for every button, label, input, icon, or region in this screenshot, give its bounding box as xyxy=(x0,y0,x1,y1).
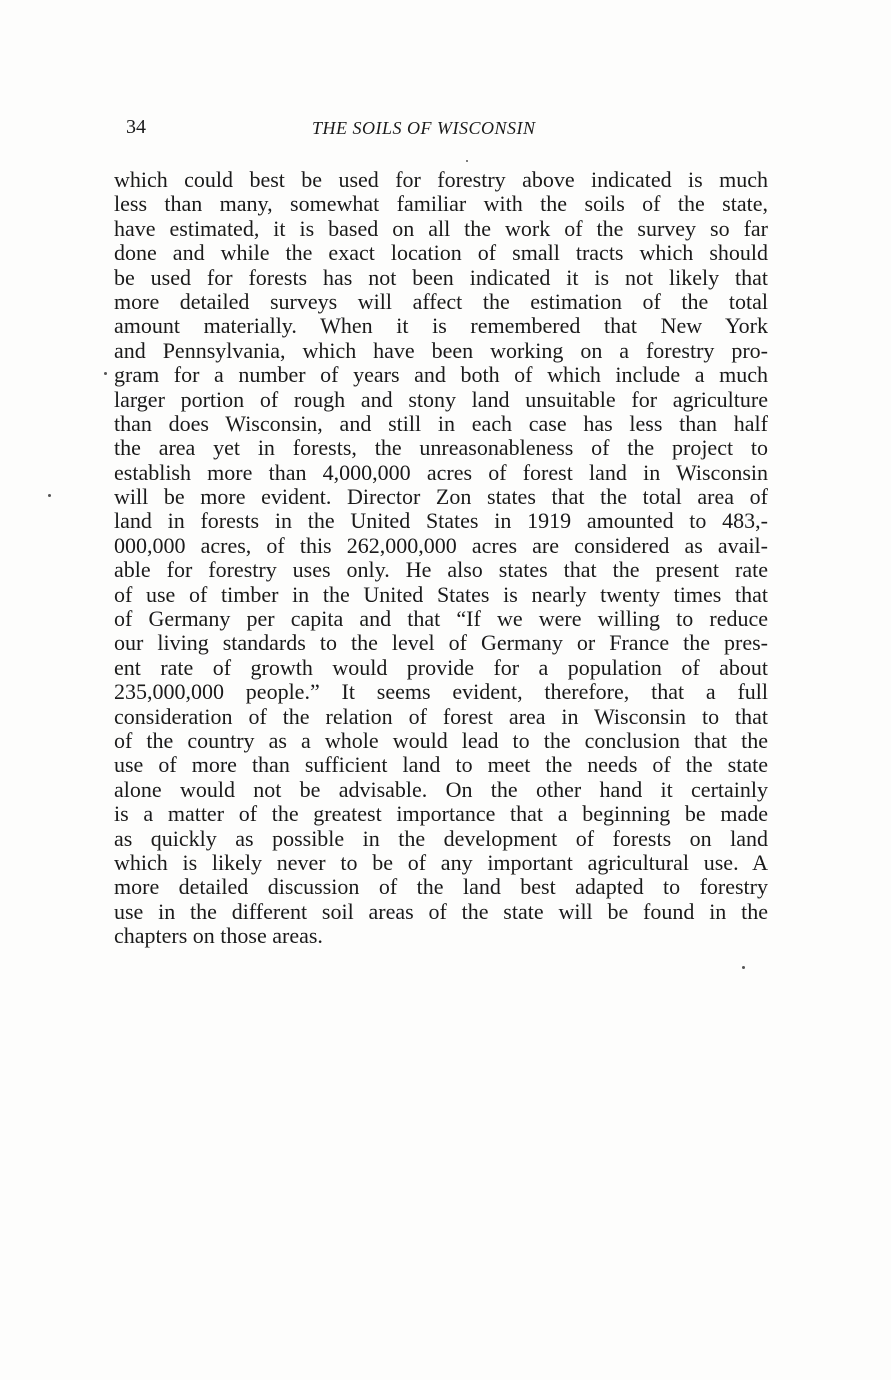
text-line: more detailed discussion of the land best adapted to forestry xyxy=(114,874,768,900)
text-line: gram for a number of years and both of which include a much xyxy=(114,362,768,388)
text-line: which could best be used for forestry above indicated is much xyxy=(114,167,768,192)
text-line: done and while the exact location of small tracts which should xyxy=(114,240,768,266)
text-line: 235,000,000 people.” It seems evident, therefore, that a full xyxy=(114,679,768,705)
text-line: less than many, somewhat familiar with the soils of the state, xyxy=(114,191,768,217)
text-line: larger portion of rough and stony land unsuitable for agriculture xyxy=(114,386,768,412)
text-line: have estimated, it is based on all the work of the survey so far xyxy=(114,215,768,241)
text-line: our living standards to the level of Germany or France the pres- xyxy=(114,630,768,656)
text-line: consideration of the relation of forest area in Wisconsin to that xyxy=(114,703,768,729)
text-line: chapters on those areas. xyxy=(114,923,323,949)
paper-speck xyxy=(742,966,745,969)
page-number: 34 xyxy=(126,116,146,138)
text-line: land in forests in the United States in 1919 amounted to 483,- xyxy=(114,508,768,534)
running-head xyxy=(126,116,766,146)
paper-speck xyxy=(466,160,468,162)
text-line: and Pennsylvania, which have been working on a forestry pro- xyxy=(114,337,768,363)
paper-speck xyxy=(104,372,107,375)
text-line: will be more evident. Director Zon states that the total area of xyxy=(114,484,768,510)
text-line: which is likely never to be of any important agricultural use. A xyxy=(114,849,768,875)
text-line: of the country as a whole would lead to the conclusion that the xyxy=(114,727,768,753)
text-line: be used for forests has not been indicated it is not likely that xyxy=(114,264,768,290)
text-line: able for forestry uses only. He also states that the present rate xyxy=(114,557,768,583)
text-line: as quickly as possible in the development of forests on land xyxy=(114,825,768,851)
running-title: THE SOILS OF WISCONSIN xyxy=(312,118,536,138)
text-line: establish more than 4,000,000 acres of forest land in Wisconsin xyxy=(114,459,768,485)
paper-speck xyxy=(48,494,51,497)
text-line: ent rate of growth would provide for a population of about xyxy=(114,654,768,680)
text-line: of Germany per capita and that “If we were willing to reduce xyxy=(114,606,768,632)
text-line: amount materially. When it is remembered that New York xyxy=(114,313,768,339)
text-line: the area yet in forests, the unreasonableness of the project to xyxy=(114,435,768,461)
text-line: is a matter of the greatest importance that a beginning be made xyxy=(114,801,768,827)
text-line: than does Wisconsin, and still in each case has less than half xyxy=(114,410,768,436)
body-paragraph xyxy=(114,168,768,949)
text-line: 000,000 acres, of this 262,000,000 acres are considered as avail- xyxy=(114,532,768,558)
text-line: more detailed surveys will affect the estimation of the total xyxy=(114,288,768,314)
text-line: of use of timber in the United States is nearly twenty times that xyxy=(114,581,768,607)
text-line: use of more than sufficient land to meet the needs of the state xyxy=(114,752,768,778)
text-line: alone would not be advisable. On the other hand it certainly xyxy=(114,776,768,802)
text-line: use in the different soil areas of the state will be found in the xyxy=(114,898,768,924)
